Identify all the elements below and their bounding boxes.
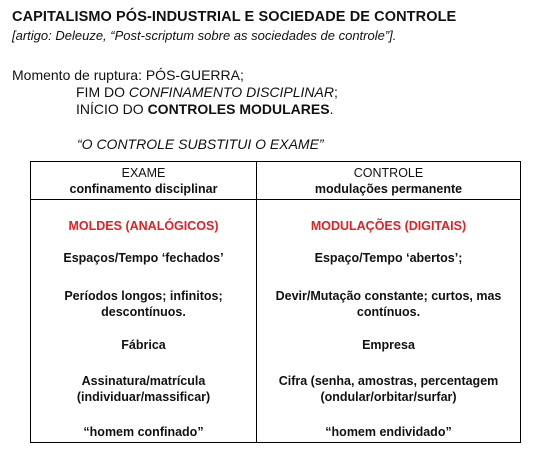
header-divider <box>31 199 520 200</box>
right-header-title: CONTROLE <box>353 166 424 180</box>
left-row-1: MOLDES (ANALÓGICOS) <box>68 219 219 233</box>
right-row-5-line-2: (ondular/orbitar/surfar) <box>320 390 457 404</box>
line3-prefix: INÍCIO DO <box>76 101 148 117</box>
end-of-confinement-line <box>76 84 338 100</box>
right-row-3-line-1: Devir/Mutação constante; curtos, mas <box>275 289 502 303</box>
article-reference: [artigo: Deleuze, “Post-scriptum sobre as sociedades de controle”]. <box>12 28 397 43</box>
left-row-4: Fábrica <box>121 338 166 352</box>
left-row-6: “homem confinado” <box>83 425 204 439</box>
left-header-subtitle: confinamento disciplinar <box>69 182 218 196</box>
left-row-3 <box>31 288 256 320</box>
right-row-3-line-2: contínuos. <box>356 305 421 319</box>
left-row-5-line-1: Assinatura/matrícula <box>81 374 206 388</box>
right-row-4: Empresa <box>362 338 415 352</box>
quote: “O CONTROLE SUBSTITUI O EXAME” <box>77 136 324 152</box>
rupture-moment-line: Momento de ruptura: PÓS-GUERRA; <box>12 67 244 83</box>
line2-italic: CONFINAMENTO DISCIPLINAR <box>128 84 334 100</box>
left-header-title: EXAME <box>121 166 166 180</box>
line2-prefix: FIM DO <box>76 84 129 100</box>
right-row-5-line-1: Cifra (senha, amostras, percentagem <box>278 374 499 388</box>
right-column-header <box>257 165 520 197</box>
left-column-header <box>31 165 256 197</box>
left-row-3-line-2: descontínuos. <box>101 305 186 319</box>
comparison-table <box>30 161 521 443</box>
line2-suffix: ; <box>334 84 338 100</box>
right-row-6: “homem endividado” <box>325 425 452 439</box>
line3-bold: CONTROLES MODULARES <box>147 101 330 117</box>
start-of-control-line <box>76 101 333 117</box>
left-row-5 <box>31 373 256 405</box>
right-row-5 <box>257 373 520 405</box>
right-row-1: MODULAÇÕES (DIGITAIS) <box>310 219 467 233</box>
page-title: CAPITALISMO PÓS-INDUSTRIAL E SOCIEDADE DE CONTROLE <box>12 9 457 25</box>
right-row-2: Espaço/Tempo ‘abertos’; <box>314 251 463 265</box>
left-row-3-line-1: Períodos longos; infinitos; <box>64 289 223 303</box>
right-header-subtitle: modulações permanente <box>314 182 463 196</box>
line3-suffix: . <box>329 101 334 117</box>
left-row-5-line-2: (individuar/massificar) <box>76 390 211 404</box>
left-row-2: Espaços/Tempo ‘fechados’ <box>63 251 224 265</box>
right-row-3 <box>257 288 520 320</box>
